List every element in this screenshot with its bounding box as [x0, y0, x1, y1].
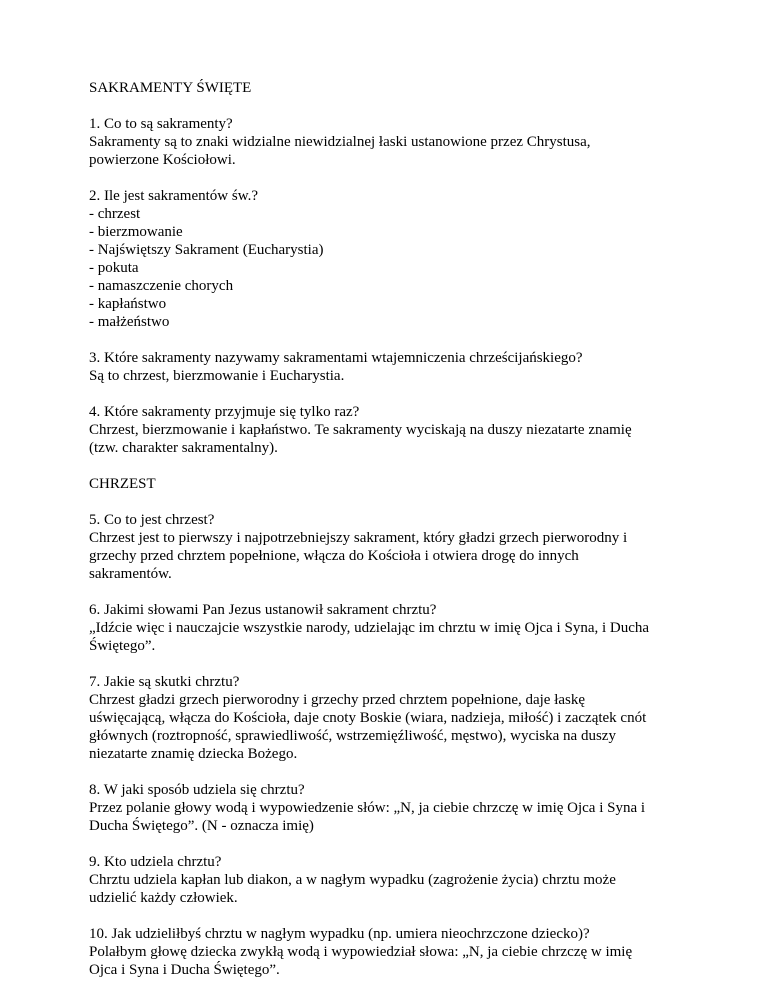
answer-1-line-2: powierzone Kościołowi. — [89, 152, 236, 168]
answer-7-line-1: Chrzest gładzi grzech pierworodny i grzechy przed chrztem popełnione, daje łaskę — [89, 692, 586, 708]
answer-1-line-1: Sakramenty są to znaki widzialne niewidzialnej łaski ustanowione przez Chrystusa, — [89, 134, 591, 150]
spacer — [89, 97, 689, 115]
answer-10-line-2: Ojca i Syna i Ducha Świętego”. — [89, 962, 280, 978]
answer-5-line-3: sakramentów. — [89, 566, 172, 582]
answer-10-line-1: Polałbym głowę dziecka zwykłą wodą i wypowiedział słowa: „N, ja ciebie chrzczę w imię — [89, 944, 633, 960]
qa-block-5 — [89, 511, 689, 583]
question-9: 9. Kto udziela chrztu? — [89, 854, 222, 870]
document-page — [89, 79, 689, 979]
spacer — [89, 583, 689, 601]
list-item-sacrament: - małżeństwo — [89, 314, 170, 330]
list-item-sacrament: - bierzmowanie — [89, 224, 183, 240]
question-1: 1. Co to są sakramenty? — [89, 116, 233, 132]
qa-block-8 — [89, 781, 689, 835]
answer-4-line-2: (tzw. charakter sakramentalny). — [89, 440, 278, 456]
answer-5-line-2: grzechy przed chrztem popełnione, włącza do Kościoła i otwiera drogę do innych — [89, 548, 579, 564]
list-item-sacrament: - chrzest — [89, 206, 141, 222]
answer-9-line-1: Chrztu udziela kapłan lub diakon, a w nagłym wypadku (zagrożenie życia) chrztu może — [89, 872, 616, 888]
qa-block-4 — [89, 403, 689, 457]
list-item-sacrament: - namaszczenie chorych — [89, 278, 234, 294]
answer-8-line-1: Przez polanie głowy wodą i wypowiedzenie słów: „N, ja ciebie chrzczę w imię Ojca i Syna i — [89, 800, 646, 816]
list-item-sacrament: - Najświętszy Sakrament (Eucharystia) — [89, 242, 324, 258]
question-10: 10. Jak udzieliłbyś chrztu w nagłym wypadku (np. umiera nieochrzczone dziecko)? — [89, 926, 590, 942]
answer-7-line-2: uświęcającą, włącza do Kościoła, daje cnoty Boskie (wiara, nadzieja, miłość) i zaczątek cnót — [89, 710, 647, 726]
spacer — [89, 331, 689, 349]
answer-8-line-2: Ducha Świętego”. (N - oznacza imię) — [89, 818, 314, 834]
spacer — [89, 457, 689, 475]
answer-7-line-4: niezatarte znamię dziecka Bożego. — [89, 746, 298, 762]
answer-9-line-2: udzielić każdy człowiek. — [89, 890, 238, 906]
spacer — [89, 835, 689, 853]
question-7: 7. Jakie są skutki chrztu? — [89, 674, 240, 690]
question-2: 2. Ile jest sakramentów św.? — [89, 188, 258, 204]
answer-5-line-1: Chrzest jest to pierwszy i najpotrzebniejszy sakrament, który gładzi grzech pierworodny i — [89, 530, 628, 546]
question-5: 5. Co to jest chrzest? — [89, 512, 215, 528]
answer-3-line-1: Są to chrzest, bierzmowanie i Eucharystia. — [89, 368, 345, 384]
answer-6-line-1: „Idźcie więc i nauczajcie wszystkie narody, udzielając im chrztu w imię Ojca i Syna, i Ducha — [89, 620, 650, 636]
qa-block-6 — [89, 601, 689, 655]
qa-block-7 — [89, 673, 689, 763]
question-3: 3. Które sakramenty nazywamy sakramentami wtajemniczenia chrześcijańskiego? — [89, 350, 583, 366]
qa-block-10 — [89, 925, 689, 979]
spacer — [89, 763, 689, 781]
list-item-sacrament: - pokuta — [89, 260, 139, 276]
question-8: 8. W jaki sposób udziela się chrztu? — [89, 782, 305, 798]
list-item-sacrament: - kapłaństwo — [89, 296, 167, 312]
section-heading-chrzest: CHRZEST — [89, 476, 156, 492]
spacer — [89, 907, 689, 925]
qa-block-1 — [89, 115, 689, 169]
question-6: 6. Jakimi słowami Pan Jezus ustanowił sakrament chrztu? — [89, 602, 437, 618]
qa-block-9 — [89, 853, 689, 907]
qa-block-2 — [89, 187, 689, 331]
spacer — [89, 655, 689, 673]
answer-4-line-1: Chrzest, bierzmowanie i kapłaństwo. Te sakramenty wyciskają na duszy niezatarte znamię — [89, 422, 632, 438]
section-heading-sakramenty: SAKRAMENTY ŚWIĘTE — [89, 80, 252, 96]
answer-7-line-3: głównych (roztropność, sprawiedliwość, wstrzemięźliwość, męstwo), wyciska na duszy — [89, 728, 616, 744]
spacer — [89, 169, 689, 187]
answer-6-line-2: Świętego”. — [89, 638, 156, 654]
spacer — [89, 493, 689, 511]
spacer — [89, 385, 689, 403]
qa-block-3 — [89, 349, 689, 385]
question-4: 4. Które sakramenty przyjmuje się tylko raz? — [89, 404, 360, 420]
